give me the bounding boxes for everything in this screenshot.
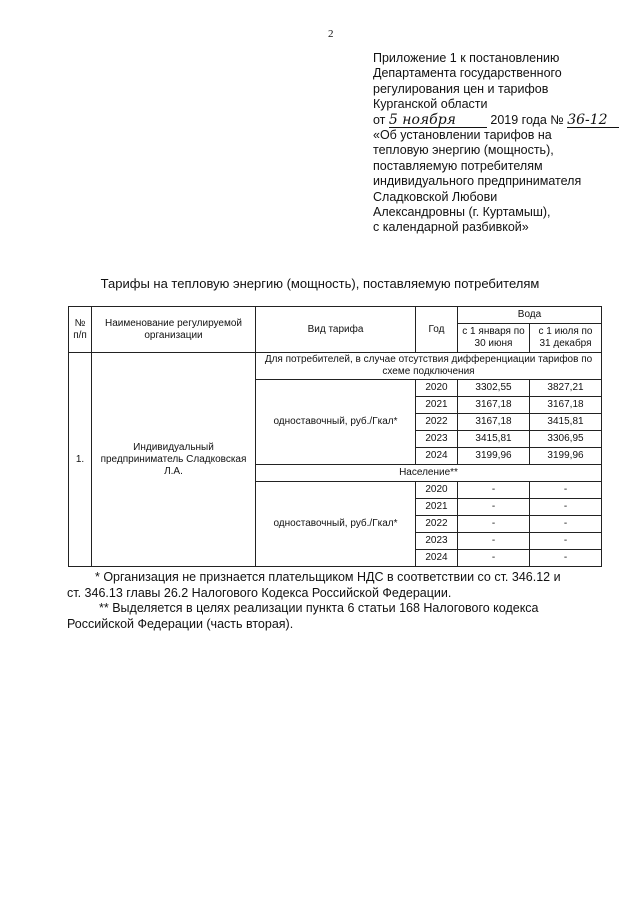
header-tariff-type: Вид тарифа	[256, 307, 416, 353]
cell-year: 2022	[416, 516, 458, 533]
footnote-1-cont	[67, 586, 615, 602]
cell-value: -	[458, 550, 530, 567]
cell-value: 3167,18	[458, 397, 530, 414]
footnotes	[67, 570, 615, 632]
header-water: Вода	[458, 307, 602, 324]
row-number: 1.	[69, 353, 92, 567]
cell-value: -	[458, 499, 530, 516]
cell-value: -	[530, 499, 602, 516]
cell-value: 3827,21	[530, 380, 602, 397]
page-number: 2	[328, 28, 334, 40]
tariff-table	[68, 306, 602, 567]
cell-value: 3199,96	[530, 448, 602, 465]
cell-value: -	[530, 550, 602, 567]
cell-year: 2021	[416, 499, 458, 516]
appendix-subject-line: Сладковской Любови	[373, 189, 498, 204]
appendix-block	[373, 51, 635, 236]
appendix-subject-line: тепловую энергию (мощность),	[373, 143, 554, 158]
date-suffix: 2019 года №	[490, 112, 564, 127]
table-header-row	[69, 307, 602, 324]
appendix-subject-line: Александровны (г. Куртамыш),	[373, 205, 551, 220]
appendix-subject-line: «Об установлении тарифов на	[373, 128, 552, 143]
cell-value: 3306,95	[530, 431, 602, 448]
section-1-label: Для потребителей, в случае отсутствия дифференциации тарифов по схеме подключения	[256, 353, 602, 380]
header-num: № п/п	[69, 307, 92, 353]
appendix-subject-line: с календарной разбивкой»	[373, 220, 529, 235]
footnote-2-line-1: ** Выделяется в целях реализации пункта 6 статьи 168 Налогового кодекса	[99, 601, 539, 615]
cell-value: 3199,96	[458, 448, 530, 465]
appendix-subject-line: поставляемую потребителям	[373, 158, 543, 173]
cell-value: 3415,81	[458, 431, 530, 448]
cell-year: 2023	[416, 533, 458, 550]
section-1-tariff: одноставочный, руб./Гкал*	[256, 380, 416, 465]
cell-year: 2021	[416, 397, 458, 414]
appendix-date-line	[373, 113, 635, 128]
cell-value: 3167,18	[530, 397, 602, 414]
footnote-1-line-1: * Организация не признается плательщиком НДС в соответствии со ст. 346.12 и	[95, 570, 561, 584]
cell-year: 2024	[416, 550, 458, 567]
cell-value: -	[530, 516, 602, 533]
appendix-subject-line: индивидуального предпринимателя	[373, 174, 582, 189]
footnote-2	[95, 601, 615, 617]
footnote-1-line-2: ст. 346.13 главы 26.2 Налогового Кодекса Российской Федерации.	[67, 585, 452, 600]
appendix-line: Приложение 1 к постановлению	[373, 51, 560, 65]
cell-year: 2020	[416, 482, 458, 499]
cell-value: 3167,18	[458, 414, 530, 431]
cell-year: 2022	[416, 414, 458, 431]
cell-value: 3302,55	[458, 380, 530, 397]
header-year: Год	[416, 307, 458, 353]
appendix-line: Департамента государственного	[373, 66, 562, 81]
header-period-2: с 1 июля по 31 декабря	[530, 324, 602, 353]
section-2-tariff: одноставочный, руб./Гкал*	[256, 482, 416, 567]
header-period-1: с 1 января по 30 июня	[458, 324, 530, 353]
cell-value: 3415,81	[530, 414, 602, 431]
organization-name: Индивидуальный предприниматель Сладковская Л.А.	[92, 353, 256, 567]
footnote-2-cont	[67, 617, 615, 633]
cell-year: 2024	[416, 448, 458, 465]
cell-value: -	[530, 533, 602, 550]
section-label-row	[69, 353, 602, 380]
appendix-line: Курганской области	[373, 97, 488, 112]
cell-value: -	[458, 482, 530, 499]
handwritten-date: 5 ноября	[389, 114, 487, 128]
cell-value: -	[458, 516, 530, 533]
cell-value: -	[458, 533, 530, 550]
cell-year: 2023	[416, 431, 458, 448]
cell-year: 2020	[416, 380, 458, 397]
handwritten-number: 36-12	[567, 114, 619, 128]
footnote-1	[95, 570, 615, 586]
table-title: Тарифы на тепловую энергию (мощность), поставляемую потребителям	[100, 276, 540, 291]
cell-value: -	[530, 482, 602, 499]
footnote-2-line-2: Российской Федерации (часть вторая).	[67, 616, 294, 631]
section-2-label: Население**	[256, 465, 602, 482]
date-prefix: от	[373, 112, 386, 127]
appendix-line: регулирования цен и тарифов	[373, 81, 549, 96]
header-org: Наименование регулируемой организации	[92, 307, 256, 353]
